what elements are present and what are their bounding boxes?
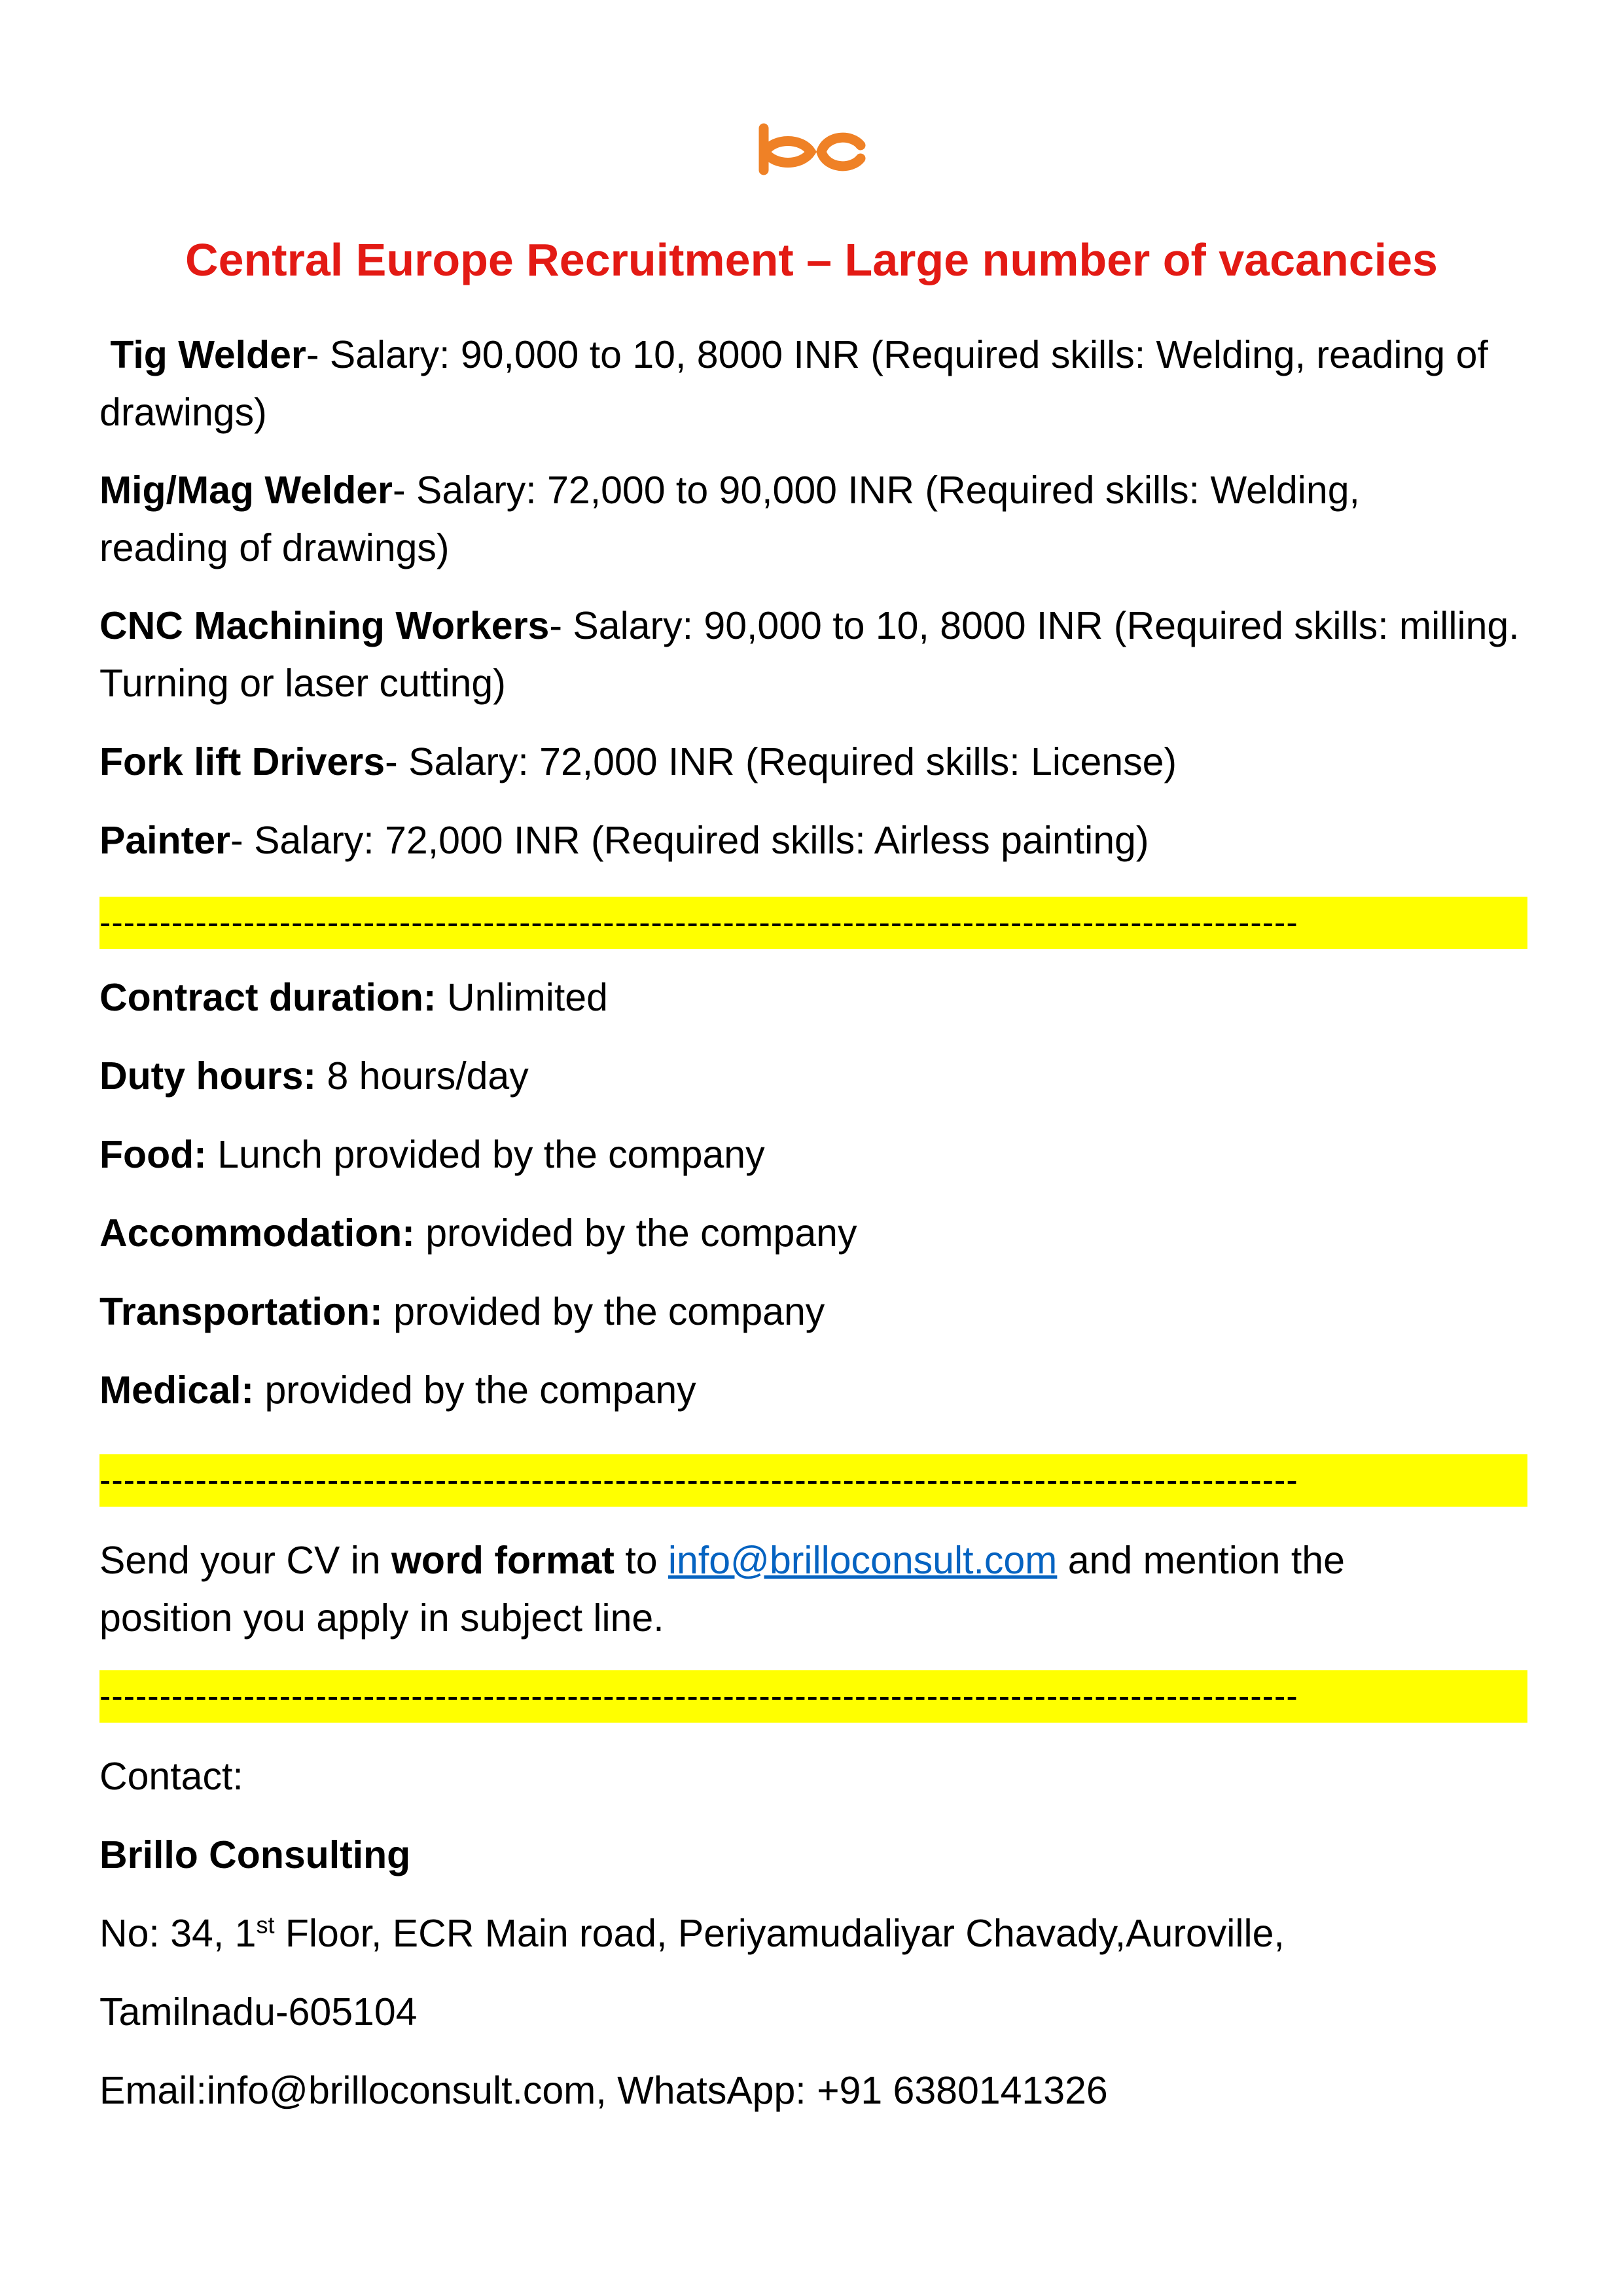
job-details: - Salary: 72,000 to 90,000 INR (Required skills: Welding, bbox=[393, 469, 1360, 512]
job-details-cont: Turning or laser cutting) bbox=[99, 662, 506, 705]
bc-logo bbox=[756, 123, 874, 175]
apply-text: Send your CV in bbox=[99, 1539, 392, 1582]
job-details-cont: drawings) bbox=[99, 391, 267, 434]
term-label: Duty hours: bbox=[99, 1054, 317, 1098]
job-title: CNC Machining Workers bbox=[99, 604, 550, 647]
apply-instructions bbox=[99, 1532, 1539, 1647]
job-details: - Salary: 72,000 INR (Required skills: Airless painting) bbox=[230, 819, 1149, 862]
page-title: Central Europe Recruitment – Large number of vacancies bbox=[185, 234, 1438, 285]
term-label: Contract duration: bbox=[99, 976, 437, 1019]
separator-highlight: ---------------------------------------------------------------------------------------------------- bbox=[99, 1670, 1527, 1723]
term-label: Accommodation: bbox=[99, 1211, 415, 1255]
job-details-cont: reading of drawings) bbox=[99, 526, 450, 569]
term-value: provided by the company bbox=[414, 1211, 857, 1255]
term-label: Transportation: bbox=[99, 1290, 383, 1333]
apply-text: and mention the bbox=[1057, 1539, 1345, 1582]
job-details: - Salary: 90,000 to 10, 8000 INR (Required skills: Welding, reading of bbox=[306, 333, 1488, 376]
apply-text-line2: position you apply in subject line. bbox=[99, 1596, 664, 1640]
job-mig-mag-welder bbox=[99, 461, 1539, 577]
term-contract-duration bbox=[99, 969, 1539, 1026]
term-accommodation bbox=[99, 1204, 1539, 1262]
term-food bbox=[99, 1126, 1539, 1183]
address-text: No: 34, 1 bbox=[99, 1912, 257, 1955]
term-value: Lunch provided by the company bbox=[206, 1133, 765, 1176]
term-value: Unlimited bbox=[436, 976, 608, 1019]
address-line-1 bbox=[99, 1905, 1539, 1962]
term-value: provided by the company bbox=[382, 1290, 825, 1333]
job-details: - Salary: 72,000 INR (Required skills: License) bbox=[385, 740, 1177, 783]
contact-email-whatsapp: Email:info@brilloconsult.com, WhatsApp: +91 6380141326 bbox=[99, 2069, 1108, 2112]
apply-text: to bbox=[614, 1539, 668, 1582]
term-value: provided by the company bbox=[254, 1369, 696, 1412]
term-label: Medical: bbox=[99, 1369, 255, 1412]
job-title: Painter bbox=[99, 819, 231, 862]
job-painter bbox=[99, 812, 1539, 869]
job-title: Mig/Mag Welder bbox=[99, 469, 393, 512]
term-transportation bbox=[99, 1283, 1539, 1340]
job-details: - Salary: 90,000 to 10, 8000 INR (Required skills: milling. bbox=[549, 604, 1520, 647]
term-label: Food: bbox=[99, 1133, 207, 1176]
email-link[interactable]: info@brilloconsult.com bbox=[668, 1539, 1058, 1582]
job-title: Tig Welder bbox=[110, 333, 306, 376]
address-superscript: st bbox=[256, 1911, 275, 1939]
term-value: 8 hours/day bbox=[316, 1054, 529, 1098]
job-fork-lift bbox=[99, 733, 1539, 791]
company-name: Brillo Consulting bbox=[99, 1833, 411, 1876]
address-line-2: Tamilnadu-605104 bbox=[99, 1990, 418, 2034]
separator-highlight: ---------------------------------------------------------------------------------------------------- bbox=[99, 897, 1527, 949]
contact-label: Contact: bbox=[99, 1755, 243, 1798]
job-tig-welder bbox=[99, 326, 1539, 441]
term-medical bbox=[99, 1361, 1539, 1419]
apply-format: word format bbox=[391, 1539, 615, 1582]
separator-highlight: ---------------------------------------------------------------------------------------------------- bbox=[99, 1454, 1527, 1507]
address-text: Floor, ECR Main road, Periyamudaliyar Chavady,Auroville, bbox=[274, 1912, 1285, 1955]
job-title: Fork lift Drivers bbox=[99, 740, 385, 783]
term-duty-hours bbox=[99, 1047, 1539, 1105]
job-cnc-machining bbox=[99, 597, 1539, 712]
